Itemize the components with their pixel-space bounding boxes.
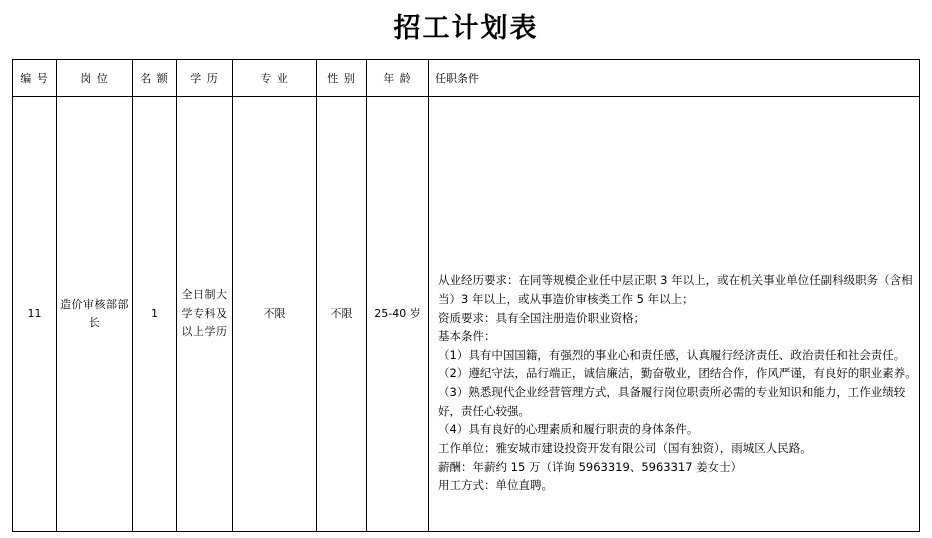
condition-line: （1）具有中国国籍，有强烈的事业心和责任感，认真履行经济责任、政治责任和社会责任。 <box>438 347 906 362</box>
condition-line: 资质要求：具有全国注册造价职业资格； <box>438 310 645 325</box>
condition-line: 从业经历要求：在同等规模企业任中层正职 3 年以上，或在机关事业单位任副科级职务（含相 <box>438 273 913 288</box>
condition-line: 薪酬：年薪约 15 万（详询 5963319、5963317 姜女士） <box>438 459 743 474</box>
column-header-age: 年 龄 <box>367 60 429 97</box>
column-header-quota: 名 额 <box>133 60 177 97</box>
cell-gender: 不限 <box>317 97 367 532</box>
table-header <box>13 60 920 97</box>
table-body <box>13 97 920 532</box>
document-page <box>0 6 932 538</box>
condition-line: 工作单位：雅安城市建设投资开发有限公司（国有独资），雨城区人民路。 <box>438 440 812 455</box>
condition-line: （3）熟悉现代企业经营管理方式，具备履行岗位职责所必需的专业知识和能力，工作业绩较 <box>438 385 906 399</box>
cell-age: 25-40 岁 <box>367 97 429 532</box>
column-header-education: 学 历 <box>177 60 233 97</box>
conditions-text <box>432 133 916 495</box>
page-title: 招工计划表 <box>393 13 539 44</box>
cell-major: 不限 <box>233 97 317 532</box>
cell-conditions <box>429 97 920 532</box>
condition-line: 当）3 年以上，或从事造价审核类工作 5 年以上； <box>438 291 694 306</box>
condition-line: 基本条件： <box>438 329 496 344</box>
cell-education: 全日制大学专科及以上学历 <box>177 97 233 532</box>
cell-number: 11 <box>13 97 57 532</box>
cell-position: 造价审核部部长 <box>57 97 133 532</box>
column-header-major: 专 业 <box>233 60 317 97</box>
recruitment-plan-table <box>12 59 920 532</box>
condition-line: 用工方式：单位直聘。 <box>438 478 553 493</box>
condition-line: 好，责任心较强。 <box>438 403 530 418</box>
condition-line: （2）遵纪守法，品行端正，诚信廉洁，勤奋敬业，团结合作，作风严谨，有良好的职业素养。 <box>438 366 917 381</box>
column-header-gender: 性 别 <box>317 60 367 97</box>
column-header-position: 岗 位 <box>57 60 133 97</box>
table-header-row <box>13 60 920 97</box>
column-header-conditions: 任职条件 <box>429 60 920 97</box>
column-header-number: 编 号 <box>13 60 57 97</box>
condition-line: （4）具有良好的心理素质和履行职责的身体条件。 <box>438 422 699 437</box>
table-row <box>13 97 920 532</box>
cell-quota: 1 <box>133 97 177 532</box>
